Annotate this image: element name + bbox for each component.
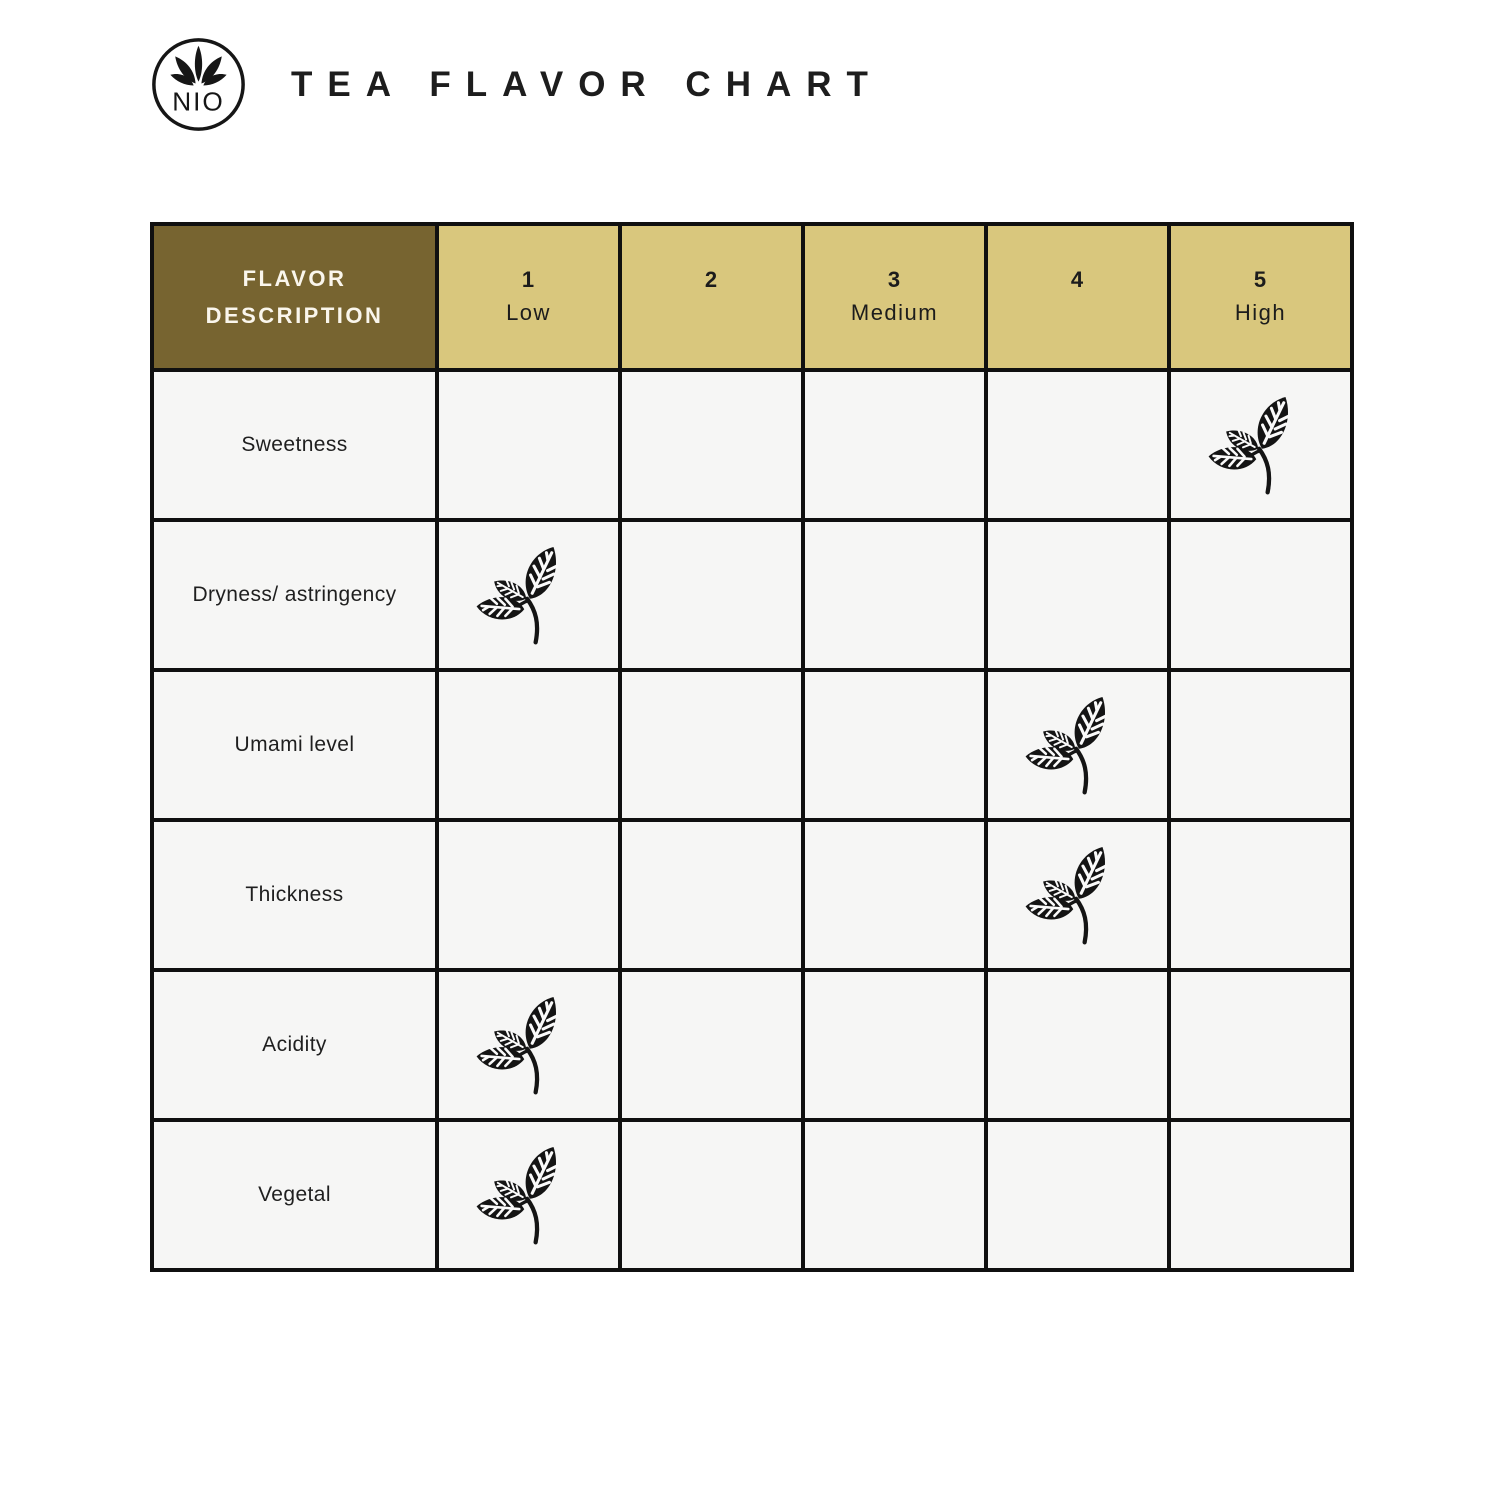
column-header-level-4 bbox=[986, 224, 1169, 370]
level-label bbox=[622, 300, 801, 327]
rating-cell bbox=[1169, 1120, 1352, 1270]
flavor-label: Sweetness bbox=[152, 370, 437, 520]
column-header-level-5 bbox=[1169, 224, 1352, 370]
table-row bbox=[152, 520, 1352, 670]
rating-cell bbox=[986, 820, 1169, 970]
column-header-level-2 bbox=[620, 224, 803, 370]
rating-cell bbox=[620, 520, 803, 670]
table-row bbox=[152, 370, 1352, 520]
rating-cell bbox=[620, 1120, 803, 1270]
nio-logo-icon bbox=[150, 36, 247, 133]
flavor-label: Thickness bbox=[152, 820, 437, 970]
tea-leaf-icon bbox=[1019, 692, 1137, 798]
rating-cell bbox=[437, 670, 620, 820]
level-label: Medium bbox=[850, 300, 939, 325]
table-header-row bbox=[152, 224, 1352, 370]
rating-cell bbox=[620, 820, 803, 970]
column-header-level-1 bbox=[437, 224, 620, 370]
tea-leaf-icon bbox=[1202, 392, 1320, 498]
rating-cell bbox=[620, 370, 803, 520]
rating-cell bbox=[437, 370, 620, 520]
nio-logo bbox=[150, 36, 247, 133]
rating-cell bbox=[803, 520, 986, 670]
column-header-level-3 bbox=[803, 224, 986, 370]
rating-cell bbox=[1169, 520, 1352, 670]
rating-cell bbox=[1169, 370, 1352, 520]
rating-cell bbox=[803, 1120, 986, 1270]
level-label bbox=[988, 300, 1167, 327]
rating-cell bbox=[986, 520, 1169, 670]
rating-cell bbox=[1169, 970, 1352, 1120]
rating-cell bbox=[437, 520, 620, 670]
tea-flavor-chart-table bbox=[150, 222, 1354, 1272]
rating-cell bbox=[620, 670, 803, 820]
flavor-label: Umami level bbox=[152, 670, 437, 820]
rating-cell bbox=[437, 1120, 620, 1270]
rating-cell bbox=[1169, 820, 1352, 970]
tea-leaf-icon bbox=[1019, 842, 1137, 948]
table-row bbox=[152, 670, 1352, 820]
rating-cell bbox=[986, 1120, 1169, 1270]
page-title: TEA FLAVOR CHART bbox=[291, 64, 883, 104]
level-label: High bbox=[1234, 300, 1287, 325]
level-number: 2 bbox=[704, 267, 719, 292]
rating-cell bbox=[986, 970, 1169, 1120]
rating-cell bbox=[1169, 670, 1352, 820]
tea-leaf-icon bbox=[470, 1142, 588, 1248]
rating-cell bbox=[986, 370, 1169, 520]
tea-leaf-icon bbox=[470, 992, 588, 1098]
level-label: Low bbox=[506, 300, 551, 325]
level-number: 3 bbox=[887, 267, 902, 292]
header bbox=[150, 36, 883, 133]
table-row bbox=[152, 970, 1352, 1120]
rating-cell bbox=[803, 970, 986, 1120]
table-body bbox=[152, 370, 1352, 1270]
logo-text: NIO bbox=[172, 86, 225, 117]
flavor-label: Vegetal bbox=[152, 1120, 437, 1270]
tea-leaf-icon bbox=[470, 542, 588, 648]
flavor-label: Acidity bbox=[152, 970, 437, 1120]
table-row bbox=[152, 1120, 1352, 1270]
column-header-flavor-description: FLAVOR DESCRIPTION bbox=[152, 224, 437, 370]
table-row bbox=[152, 820, 1352, 970]
rating-cell bbox=[437, 820, 620, 970]
rating-cell bbox=[620, 970, 803, 1120]
rating-cell bbox=[437, 970, 620, 1120]
rating-cell bbox=[803, 820, 986, 970]
level-number: 1 bbox=[521, 267, 536, 292]
rating-cell bbox=[803, 370, 986, 520]
level-number: 4 bbox=[1070, 267, 1085, 292]
rating-cell bbox=[803, 670, 986, 820]
flavor-label: Dryness/ astringency bbox=[152, 520, 437, 670]
rating-cell bbox=[986, 670, 1169, 820]
level-number: 5 bbox=[1253, 267, 1268, 292]
